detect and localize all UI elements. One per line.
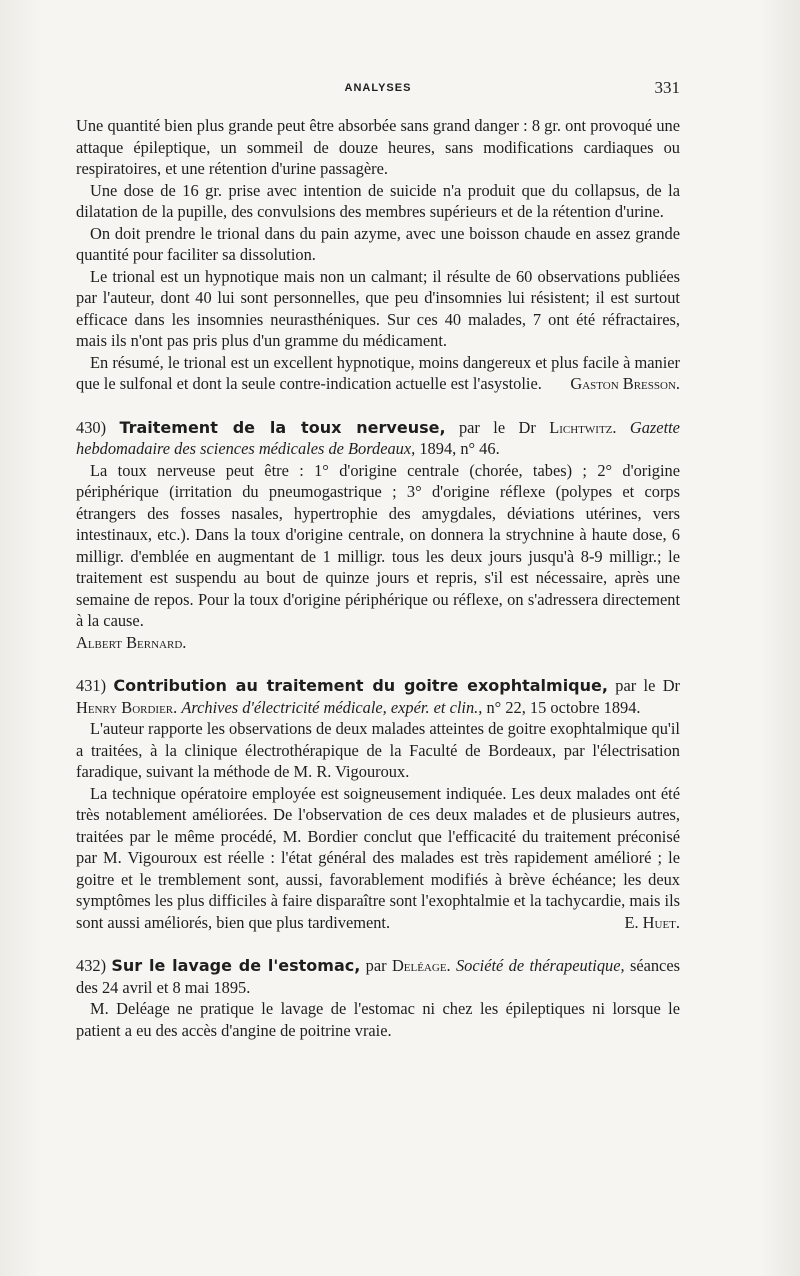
abstract-number: 432) [76, 956, 107, 975]
abstract-by: par le Dr [458, 417, 536, 437]
intro-paragraph-4: Le trional est un hypnotique mais non un calmant; il résulte de 60 observations publiées par l'auteur, dont 40 lui sont personnelles, que peu d'insomnies lui résistent; il est surtout efficace dans les insomnies neurasthéniques. Sur ces 40 malades, 7 ont été réfractaires, mais ils n'ont pas pris plus d'un gramme du médicament. [76, 266, 680, 350]
abstract-431-heading [76, 675, 680, 718]
abstract-431 [76, 675, 680, 933]
abstract-431-signature: E. Huet. [624, 912, 680, 932]
page-content [76, 115, 680, 1041]
abstract-430-signature: Albert Bernard. [76, 632, 187, 652]
abstract-issue: séances des 24 avril et 8 mai 1895. [76, 956, 680, 997]
abstract-author: Lichtwitz. [549, 417, 617, 437]
abstract-430-heading [76, 417, 680, 460]
abstract-number: 430) [76, 417, 107, 437]
abstract-title: Sur le lavage de l'estomac, [111, 956, 361, 975]
intro-signature: Gaston Bresson. [570, 374, 680, 393]
abstract-journal: Gazette hebdomadaire des sciences médicales de Bordeaux, [76, 417, 680, 458]
abstract-title: Traitement de la toux nerveuse, [119, 417, 446, 437]
abstract-author: Henry Bordier. [76, 697, 178, 717]
abstract-journal: Société de thérapeutique, [455, 956, 625, 975]
abstract-number: 431) [76, 676, 107, 695]
intro-abstract [76, 115, 680, 395]
abstract-431-paragraph-1: L'auteur rapporte les observations de deux malades atteintes de goitre exophtalmique qu'il a traitées, à la clinique électrothérapique de la Faculté de Bordeaux, par l'électrisation faradique, suivant la méthode de M. R. Vigouroux. [76, 719, 680, 781]
abstract-issue: n° 22, 15 octobre 1894. [486, 697, 641, 717]
intro-paragraph-5-text: En résumé, le trional est un excellent hypnotique, moins dangereux et plus facile à manier que le sulfonal et dont la seule contre-indication actuelle est l'asystolie. [76, 352, 680, 393]
abstract-432-body: M. Deléage ne pratique le lavage de l'estomac ni chez les épileptiques ni lorsque le patient a eu des accès d'angine de poitrine vraie. [76, 999, 680, 1040]
abstract-by: par [365, 956, 387, 975]
page-number: 331 [654, 78, 680, 97]
abstract-430 [76, 417, 680, 654]
abstract-430-body: La toux nerveuse peut être : 1° d'origine centrale (chorée, tabes) ; 2° d'origine périphérique (irritation du pneumogastrique ; 3° d'origine réflexe (polypes et corps étrangers des fosses nasales, hypertrophie des amygdales, déviations utérines, vers intestinaux, etc.). Dans la toux d'origine centrale, on donnera la strychnine à haute dose, 6 milligr. d'emblée en augmentant de 1 milligr. tous les deux jours jusqu'à 8-9 milligr.; le traitement est suspendu au bout de quinze jours et repris, s'il est nécessaire, après une semaine de repos. Pour la toux d'origine périphérique ou réflexe, on s'adressera directement à la cause. [76, 460, 680, 630]
abstract-431-paragraph-2 [76, 783, 680, 934]
abstract-432 [76, 955, 680, 1041]
abstract-title: Contribution au traitement du goitre exophtalmique, [113, 676, 608, 695]
page-header [76, 78, 680, 102]
abstract-journal: Archives d'électricité médicale, expér. et clin., [181, 697, 483, 717]
intro-paragraph-1: Une quantité bien plus grande peut être absorbée sans grand danger : 8 gr. ont provoqué une attaque épileptique, un sommeil de douze heures, sans modifications cardiaques ou respiratoires, et une rétention d'urine passagère. [76, 116, 680, 178]
running-head: ANALYSES [344, 82, 412, 94]
abstract-issue: 1894, n° 46. [419, 439, 500, 458]
intro-paragraph-3: On doit prendre le trional dans du pain azyme, avec une boisson chaude en assez grande quantité pour faciliter sa dissolution. [76, 223, 680, 264]
abstract-author: Deléage. [391, 956, 451, 975]
abstract-432-heading [76, 955, 680, 998]
intro-paragraph-5 [76, 352, 680, 395]
intro-paragraph-2: Une dose de 16 gr. prise avec intention de suicide n'a produit que du collapsus, de la dilatation de la pupille, des convulsions des membres supérieurs et de la rétention d'urine. [76, 180, 680, 221]
abstract-by: par le Dr [615, 676, 680, 695]
abstract-431-paragraph-2-text: La technique opératoire employée est soigneusement indiquée. Les deux malades ont été très notablement améliorées. De l'observation de ces deux malades et de plusieurs autres, traitées par le même procédé, M. Bordier conclut que l'efficacité du traitement préconisé par M. Vigouroux est réelle : l'état général des malades est très rapidement amélioré ; le goitre et le tremblement sont, aussi, favorablement modifiés à brève échéance; les deux symptômes les plus difficiles à faire disparaître sont l'exophtalmie et la tachycardie, mais ils sont aussi améliorés, bien que plus tardivement. [76, 783, 680, 932]
